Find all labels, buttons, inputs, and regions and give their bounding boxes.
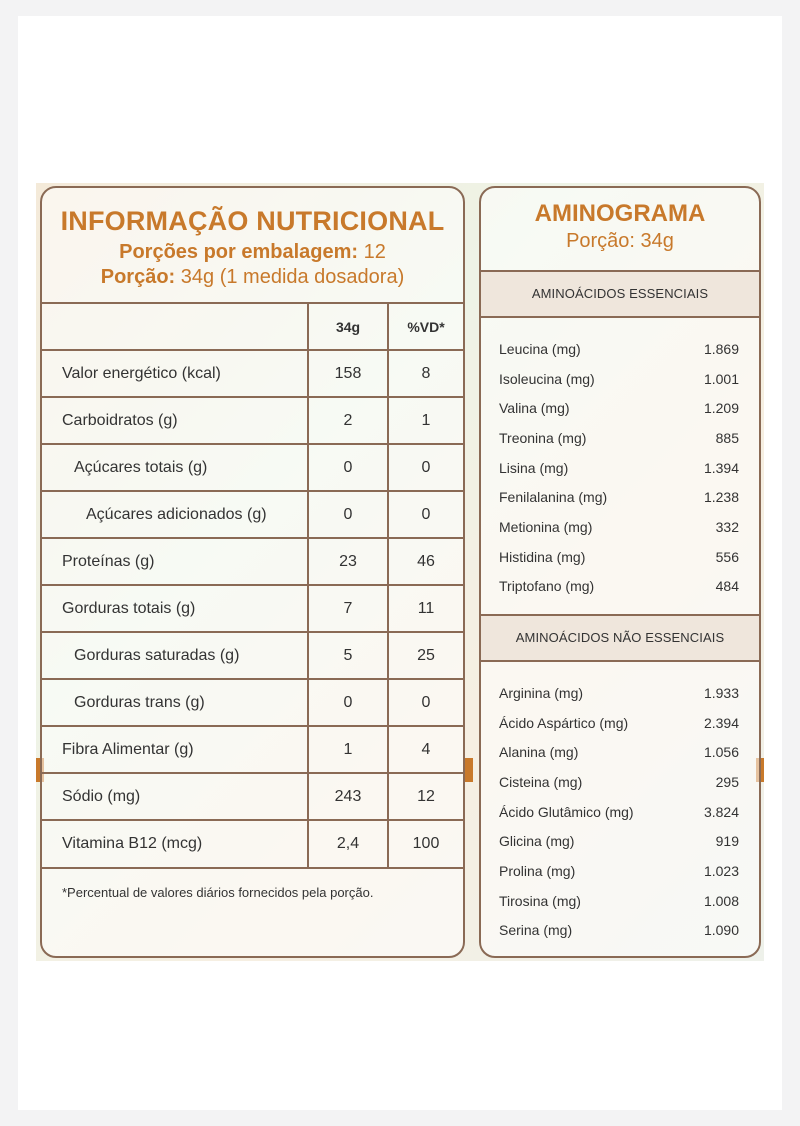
list-item	[499, 542, 739, 572]
column-header-amount: 34g	[308, 303, 388, 350]
amino-value: 1.394	[703, 459, 739, 476]
row-vd: 46	[388, 538, 463, 585]
table-row	[42, 820, 463, 867]
table-row	[42, 632, 463, 679]
amino-name: Serina (mg)	[499, 922, 573, 939]
list-item	[499, 856, 739, 886]
list-item	[499, 453, 739, 483]
list-item	[499, 512, 739, 542]
portion-value: 34g (1 medida dosadora)	[180, 266, 405, 288]
list-item	[499, 916, 739, 946]
row-label: Gorduras saturadas (g)	[42, 632, 308, 679]
row-label: Açúcares adicionados (g)	[42, 491, 308, 538]
amino-value: 332	[715, 518, 739, 535]
nonessential-amino-list	[481, 662, 759, 945]
amino-value: 1.933	[703, 684, 739, 701]
row-label: Gorduras trans (g)	[42, 679, 308, 726]
amino-name: Triptofano (mg)	[499, 578, 595, 595]
essential-section-header: AMINOÁCIDOS ESSENCIAIS	[481, 270, 759, 318]
amino-name: Arginina (mg)	[499, 684, 584, 701]
amino-name: Fenilalanina (mg)	[499, 489, 608, 506]
row-vd: 1	[388, 397, 463, 444]
row-label: Fibra Alimentar (g)	[42, 726, 308, 773]
amino-name: Cisteina (mg)	[499, 773, 583, 790]
row-amount: 2,4	[308, 820, 388, 867]
essential-amino-list	[481, 318, 759, 614]
amino-name: Tirosina (mg)	[499, 892, 581, 909]
row-amount: 7	[308, 585, 388, 632]
row-amount: 243	[308, 773, 388, 820]
nutrition-facts-panel	[40, 186, 465, 958]
row-vd: 25	[388, 632, 463, 679]
list-item	[499, 423, 739, 453]
row-vd: 12	[388, 773, 463, 820]
table-row	[42, 679, 463, 726]
aminogram-portion: Porção: 34g	[566, 230, 674, 252]
list-item	[499, 334, 739, 364]
row-vd: 11	[388, 585, 463, 632]
table-row	[42, 726, 463, 773]
list-item	[499, 708, 739, 738]
list-item	[499, 678, 739, 708]
amino-value: 3.824	[703, 803, 739, 820]
table-row	[42, 350, 463, 397]
row-label: Sódio (mg)	[42, 773, 308, 820]
row-amount: 0	[308, 491, 388, 538]
row-amount: 0	[308, 444, 388, 491]
list-item	[499, 364, 739, 394]
nutrition-title: INFORMAÇÃO NUTRICIONAL	[60, 206, 445, 236]
table-row	[42, 444, 463, 491]
table-row	[42, 397, 463, 444]
amino-name: Glicina (mg)	[499, 833, 575, 850]
table-row	[42, 538, 463, 585]
amino-value: 885	[715, 429, 739, 446]
list-item	[499, 826, 739, 856]
row-vd: 0	[388, 444, 463, 491]
list-item	[499, 767, 739, 797]
list-item	[499, 393, 739, 423]
list-item	[499, 482, 739, 512]
servings-line	[42, 241, 463, 264]
amino-value: 1.008	[703, 892, 739, 909]
amino-value: 484	[715, 578, 739, 595]
amino-name: Prolina (mg)	[499, 862, 576, 879]
amino-name: Alanina (mg)	[499, 744, 579, 761]
list-item	[499, 797, 739, 827]
list-item	[499, 572, 739, 602]
amino-name: Histidina (mg)	[499, 548, 586, 565]
nonessential-section-header: AMINOÁCIDOS NÃO ESSENCIAIS	[481, 614, 759, 662]
row-amount: 1	[308, 726, 388, 773]
amino-value: 1.238	[703, 489, 739, 506]
row-label: Vitamina B12 (mcg)	[42, 820, 308, 867]
amino-name: Ácido Aspártico (mg)	[499, 714, 629, 731]
nutrition-header	[42, 188, 463, 302]
amino-name: Lisina (mg)	[499, 459, 569, 476]
row-label: Açúcares totais (g)	[42, 444, 308, 491]
amino-value: 1.001	[703, 370, 739, 387]
aminogram-header	[481, 188, 759, 270]
row-vd: 0	[388, 491, 463, 538]
row-vd: 4	[388, 726, 463, 773]
aminogram-panel	[479, 186, 761, 958]
row-label: Proteínas (g)	[42, 538, 308, 585]
row-label: Valor energético (kcal)	[42, 350, 308, 397]
column-header-vd: %VD*	[388, 303, 463, 350]
table-row	[42, 491, 463, 538]
amino-name: Treonina (mg)	[499, 429, 587, 446]
list-item	[499, 886, 739, 916]
row-label: Carboidratos (g)	[42, 397, 308, 444]
amino-name: Leucina (mg)	[499, 340, 581, 357]
list-item	[499, 737, 739, 767]
servings-value: 12	[363, 241, 386, 263]
row-amount: 158	[308, 350, 388, 397]
amino-name: Metionina (mg)	[499, 518, 593, 535]
table-header-row	[42, 303, 463, 350]
table-row	[42, 773, 463, 820]
row-vd: 8	[388, 350, 463, 397]
amino-value: 919	[715, 833, 739, 850]
amino-value: 1.090	[703, 922, 739, 939]
nutrition-table	[42, 302, 463, 867]
row-amount: 23	[308, 538, 388, 585]
row-amount: 5	[308, 632, 388, 679]
amino-name: Ácido Glutâmico (mg)	[499, 803, 634, 820]
amino-value: 1.209	[703, 400, 739, 417]
amino-value: 1.056	[703, 744, 739, 761]
amino-value: 295	[715, 773, 739, 790]
amino-value: 556	[715, 548, 739, 565]
row-vd: 100	[388, 820, 463, 867]
center-marker	[465, 758, 473, 782]
amino-name: Isoleucina (mg)	[499, 370, 595, 387]
amino-name: Valina (mg)	[499, 400, 570, 417]
portion-line	[42, 266, 463, 289]
nutrition-footnote: *Percentual de valores diários fornecidos pela porção.	[42, 867, 463, 925]
amino-value: 2.394	[703, 714, 739, 731]
aminogram-title: AMINOGRAMA	[534, 200, 706, 227]
amino-value: 1.023	[703, 862, 739, 879]
row-amount: 2	[308, 397, 388, 444]
row-label: Gorduras totais (g)	[42, 585, 308, 632]
row-amount: 0	[308, 679, 388, 726]
servings-label: Porções por embalagem:	[119, 241, 359, 263]
portion-label: Porção:	[100, 266, 176, 288]
table-row	[42, 585, 463, 632]
amino-value: 1.869	[703, 340, 739, 357]
row-vd: 0	[388, 679, 463, 726]
